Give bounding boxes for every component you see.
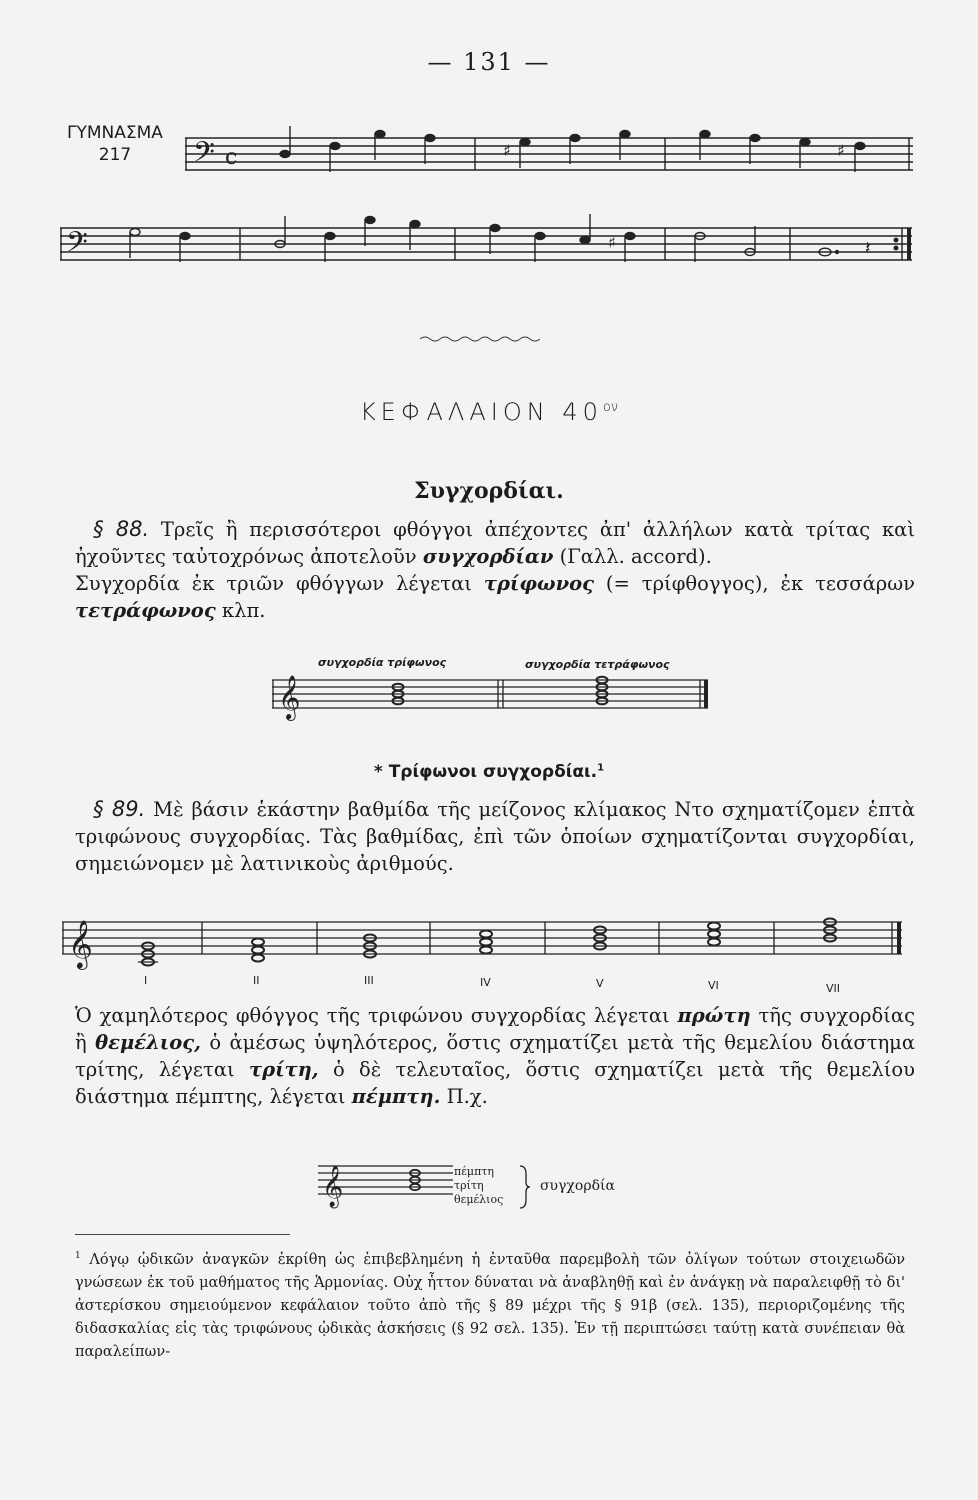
footnote-text: Λόγῳ ᾠδικῶν ἀναγκῶν ἐκρίθη ὡς ἐπιβεβλημένη ἡ ἐνταῦθα παρεμβολὴ τῶν ὀλίγων τούτων στοιχειωδῶν γνώσεων ἐκ τοῦ μαθήματος τῆς Ἁρμονίας. Οὐχ ἧττον δύναται νὰ ἀναβληθῇ καὶ ἐν ἀνάγκῃ νὰ παραλειφθῇ τὸ δι' ἀστερίσκου σημειούμενον κεφάλαιον τοῦτο ἀπὸ τῆς § 89 μέχρι τῆς § 91β (σελ. 135), περιοριζομένης τῆς διδασκαλίας εἰς τὰς τριφώνους ᾠδικὰς ἀσκήσεις (§ 92 σελ. 135). Ἐν τῇ περιπτώσει ταύτῃ κατὰ συνέπειαν θὰ παραλείπων- xyxy=(75,1251,906,1360)
part-root: θεμέλιος xyxy=(454,1193,504,1206)
para88-text3: Συγχορδία ἐκ τριῶν φθόγγων λέγεται xyxy=(75,572,472,595)
degree-label-6: VI xyxy=(708,979,719,992)
part-third: τρίτη xyxy=(454,1179,484,1192)
svg-text:c: c xyxy=(225,145,238,170)
svg-text:𝄞: 𝄞 xyxy=(278,675,301,719)
paragraph-88 xyxy=(75,516,915,624)
degree-label-5: V xyxy=(596,977,604,990)
music-staff-1 xyxy=(185,120,915,195)
svg-text:♯: ♯ xyxy=(608,233,616,252)
term-first: πρώτη xyxy=(677,1004,751,1027)
svg-text:𝄞: 𝄞 xyxy=(322,1166,344,1207)
subheading-triads xyxy=(0,762,978,782)
root-text2: τῆς συγχορδίας ἢ xyxy=(75,1004,916,1054)
chapter-title-text: ΚΕΦΑΛΑΙΟΝ 40 xyxy=(359,398,603,426)
para89-text: Μὲ βάσιν ἑκάστην βαθμίδα τῆς μείζονος κλίμακος Ντο σχηματίζομεν ἑπτὰ τριφώνους συγχορδίας. Τὰς βαθμίδας, ἐπὶ τῶν ὁποίων σχηματίζονται συγχορδίαι, σημειώνομεν μὲ λατινικοὺς ἀριθμούς. xyxy=(75,798,915,875)
section-heading: Συγχορδίαι. xyxy=(414,478,564,504)
svg-text:𝄢: 𝄢 xyxy=(193,136,215,176)
term-root: θεμέλιος, xyxy=(95,1031,201,1054)
para88-text2: (Γαλλ. accord). xyxy=(559,545,712,568)
root-text1: Ὁ χαμηλότερος φθόγγος τῆς τριφώνου συγχορδίας λέγεται xyxy=(75,1004,670,1027)
footnote-divider xyxy=(75,1234,290,1235)
term-triad: τρίφωνος xyxy=(483,572,594,595)
degree-label-7: VII xyxy=(826,982,841,995)
exercise-number: 217 xyxy=(98,145,132,165)
para88-text4: (= τρίφθογγος), ἐκ τεσσάρων xyxy=(605,572,915,595)
exercise-label xyxy=(60,122,170,166)
page-number: — 131 — xyxy=(427,48,551,76)
chord-label-triad: συγχορδία τρίφωνος xyxy=(318,656,447,669)
footnote-mark: 1 xyxy=(75,1251,81,1261)
svg-text:♯: ♯ xyxy=(837,141,845,160)
para88-text1: Τρεῖς ἢ περισσότεροι φθόγγοι ἀπέχοντες ἀπ' ἀλλήλων κατὰ τρίτας καὶ ἠχοῦντες ταὐτοχρόνως ἀποτελοῦν xyxy=(75,518,915,568)
root-text5: Π.χ. xyxy=(446,1085,488,1108)
exercise-title: ΓΥΜΝΑΣΜΑ xyxy=(67,123,163,143)
music-staff-2 xyxy=(60,210,915,280)
term-third: τρίτη, xyxy=(248,1058,319,1081)
para88-text5: κλπ. xyxy=(221,599,266,622)
svg-text:𝄽: 𝄽 xyxy=(865,238,871,259)
paragraph-89 xyxy=(75,796,915,877)
svg-text:𝄢: 𝄢 xyxy=(66,226,88,266)
footnote xyxy=(75,1245,905,1364)
degree-label-2: II xyxy=(253,974,260,987)
degree-label-4: IV xyxy=(480,976,491,989)
part-fifth: πέμπτη xyxy=(454,1165,494,1178)
chord-parts-label: συγχορδία xyxy=(540,1178,615,1194)
subheading-text: * Τρίφωνοι συγχορδίαι. xyxy=(373,762,598,782)
subheading-footnote-mark: 1 xyxy=(597,762,605,774)
svg-text:♯: ♯ xyxy=(503,141,511,160)
svg-text:𝄞: 𝄞 xyxy=(68,919,93,968)
chord-label-tetrad: συγχορδία τετράφωνος xyxy=(525,658,670,671)
term-tetrad: τετράφωνος xyxy=(75,599,216,622)
decorative-wavy-rule xyxy=(420,334,540,344)
degree-label-1: I xyxy=(144,974,148,987)
term-chord: συγχορδίαν xyxy=(422,545,554,568)
root-text4: ὁ δὲ τελευταῖος, ὅστις σχηματίζει μετὰ τῆς θεμελίου διάστημα πέμπτης, λέγεται xyxy=(75,1058,916,1108)
degree-label-3: III xyxy=(364,974,374,987)
chapter-title xyxy=(0,398,978,426)
root-text3: ὁ ἀμέσως ὑψηλότερος, ὅστις σχηματίζει μετὰ τῆς θεμελίου διάστημα τρίτης, λέγεται xyxy=(75,1031,916,1081)
paragraph-chord-parts xyxy=(75,1002,915,1110)
chord-parts-staff xyxy=(318,1152,458,1212)
chord-example-staff xyxy=(272,664,712,724)
section-number-89: § 89. xyxy=(93,797,146,821)
term-fifth: πέμπτη. xyxy=(351,1085,441,1108)
chapter-title-suffix: ον xyxy=(602,400,619,415)
brace-icon xyxy=(518,1164,532,1210)
section-number-88: § 88. xyxy=(93,517,150,541)
triads-staff xyxy=(62,908,907,973)
